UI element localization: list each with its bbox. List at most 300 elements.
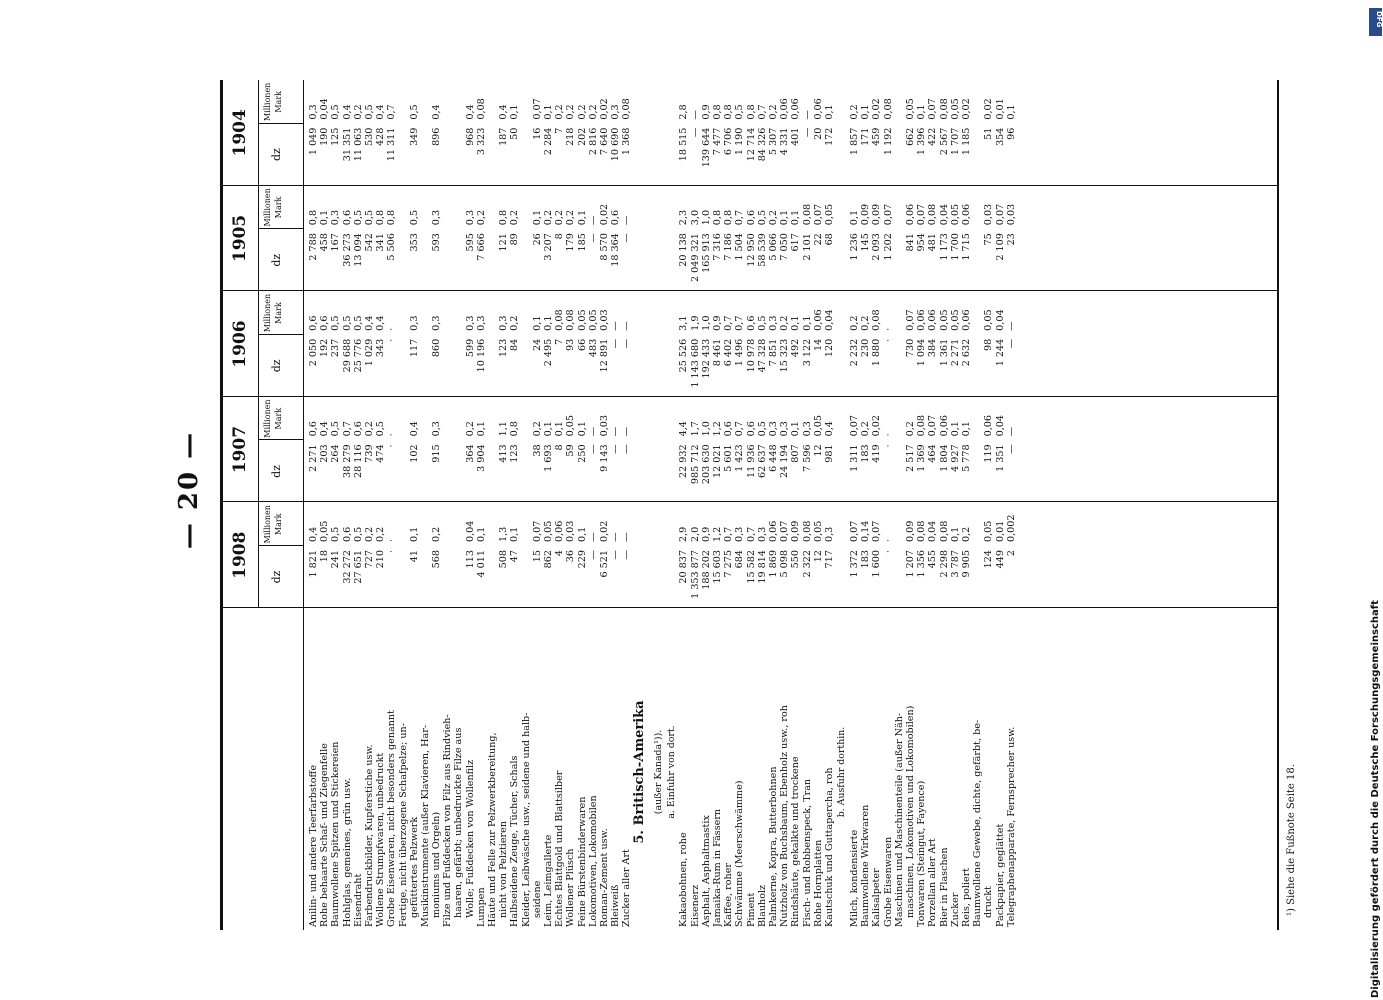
cell-mio: 1,1: [498, 421, 510, 437]
row-label: Milch, kondensierte: [849, 829, 861, 927]
mio-column: [308, 399, 1017, 437]
row-label: Rohe Hornplatten: [812, 839, 824, 927]
cell-mio: 0,3: [464, 209, 476, 226]
cell-dz: ·: [386, 338, 398, 342]
cell-dz: 2 271: [949, 338, 961, 367]
cell-dz: 1 368: [621, 127, 633, 156]
cell-mio: 0,07: [849, 415, 861, 437]
cell-mio: 0,1: [790, 209, 802, 226]
cell-mio: —: [621, 321, 633, 331]
cell-dz: 124: [983, 550, 995, 569]
dz-column: [308, 550, 1017, 606]
cell-mio: [420, 82, 431, 120]
cell-mio: 0,05: [983, 309, 995, 331]
cell-dz: 1 700: [949, 233, 961, 261]
cell-dz: 1 207: [905, 550, 916, 578]
cell-dz: 455: [927, 550, 939, 569]
cell-dz: [487, 128, 498, 184]
cell-mio: 0,07: [882, 203, 894, 226]
cell-dz: [894, 339, 905, 395]
cell-mio: 0,08: [882, 98, 894, 120]
row-label: Nutzholz von Buchsbaum, Ebenholz usw., roh: [779, 705, 791, 927]
cell-mio: 0,4: [375, 104, 387, 120]
cell-dz: 264: [330, 444, 342, 463]
cell-dz: 8 461: [712, 338, 723, 367]
cell-mio: 0,6: [723, 421, 735, 437]
dz-column: [308, 339, 1017, 395]
cell-mio: 0,04: [464, 520, 476, 542]
cell-dz: 6 706: [723, 127, 735, 156]
cell-dz: 10 978: [745, 338, 757, 373]
unit-mio-header: Millionen Mark: [263, 82, 283, 121]
cell-dz: 7 851: [767, 338, 779, 367]
row-label: Anilin- und andere Teerfarbstoffe: [308, 764, 319, 927]
cell-dz: 474: [375, 444, 387, 463]
cell-mio: 0,05: [938, 309, 950, 331]
cell-dz: —: [587, 233, 599, 243]
row-label: Lokomotiven, Lokomobilen: [587, 795, 599, 927]
cell-dz: 31 351: [341, 127, 353, 162]
table-top-rule: [220, 80, 223, 930]
cell-mio: 0,2: [565, 104, 577, 120]
row-label: Kakaobohnen, rohe: [678, 832, 690, 927]
cell-dz: 1 857: [849, 127, 861, 156]
dz-column: [308, 444, 1017, 500]
cell-dz: 179: [565, 233, 577, 252]
cell-dz: 89: [509, 233, 521, 246]
cell-mio: [398, 188, 409, 226]
cell-mio: 0,08: [871, 309, 883, 331]
cell-mio: 0,5: [408, 209, 420, 226]
cell-dz: [398, 550, 409, 606]
cell-mio: 0,06: [812, 98, 824, 120]
cell-dz: 26: [531, 233, 543, 246]
dz-column: [308, 128, 1017, 184]
cell-mio: [453, 399, 464, 437]
cell-dz: 599: [464, 338, 476, 358]
cell-mio: 0,2: [554, 209, 566, 226]
cell-dz: 123: [498, 338, 510, 358]
cell-dz: 7: [554, 127, 566, 134]
cell-dz: 172: [823, 127, 835, 146]
cell-mio: 0,1: [823, 104, 835, 120]
digitization-note: Digitalisierung gefördert durch die Deutsche Forschungsgemeinschaft: [1370, 600, 1381, 998]
cell-dz: 12 950: [745, 233, 757, 267]
cell-mio: 0,7: [734, 209, 746, 226]
cell-dz: 11 936: [745, 444, 757, 478]
cell-mio: 0,5: [363, 104, 375, 120]
cell-dz: 1 880: [871, 338, 883, 367]
row-label: nicht von Pelztieren: [498, 821, 510, 918]
year-header: 1907: [230, 425, 250, 474]
cell-mio: 0,3: [431, 209, 443, 226]
cell-mio: [972, 293, 983, 331]
cell-dz: 15 582: [745, 550, 757, 584]
cell-dz: 5 098: [779, 550, 791, 578]
row-label: Echtes Blattgold und Blattsilber: [554, 770, 566, 927]
cell-mio: 0,3: [734, 526, 746, 542]
cell-mio: 0,1: [576, 209, 588, 226]
cell-dz: 954: [916, 233, 928, 252]
cell-mio: [521, 504, 532, 542]
cell-dz: 25 526: [678, 338, 690, 373]
cell-dz: 459: [871, 127, 883, 146]
row-label: Baumwollene Wirkwaren: [860, 804, 872, 927]
cell-dz: 1 173: [938, 233, 950, 261]
cell-dz: 203: [319, 444, 331, 463]
cell-dz: 3 787: [949, 550, 961, 578]
cell-mio: [398, 293, 409, 331]
cell-dz: 230: [860, 338, 872, 358]
cell-dz: [521, 444, 532, 500]
cell-mio: 0,3: [431, 315, 443, 331]
cell-dz: 542: [363, 233, 375, 252]
cell-mio: 0,7: [723, 315, 735, 331]
cell-dz: 6 402: [723, 338, 735, 367]
row-label: Asphalt, Asphaltmastix: [700, 815, 712, 927]
cell-mio: 0,08: [927, 203, 939, 226]
cell-mio: 0,3: [756, 526, 768, 542]
cell-mio: 0,05: [949, 203, 961, 226]
cell-dz: [398, 233, 409, 289]
row-label: Bier in Flaschen: [938, 847, 950, 927]
cell-dz: 185: [576, 233, 588, 252]
cell-mio: 0,5: [363, 209, 375, 226]
cell-mio: 0,05: [949, 309, 961, 331]
table-header-rule: [303, 80, 304, 930]
cell-mio: 0,08: [565, 309, 577, 331]
cell-dz: 125: [330, 127, 342, 146]
cell-dz: 1 190: [734, 127, 746, 156]
cell-dz: 1 504: [734, 233, 746, 261]
cell-mio: 0,7: [341, 421, 353, 437]
row-label: Halbseidene Zeuge, Tücher, Schals: [509, 755, 521, 927]
cell-dz: 2 816: [587, 127, 599, 156]
cell-mio: 0,3: [308, 104, 319, 120]
cell-dz: [487, 339, 498, 395]
cell-dz: 10 196: [475, 338, 487, 373]
cell-dz: ·: [386, 550, 398, 554]
row-label: Leim, Leimgallerte: [542, 834, 554, 927]
cell-dz: [420, 128, 431, 184]
unit-mio-header: Millionen Mark: [263, 399, 283, 438]
row-label: Grobe Eisenwaren: [882, 836, 894, 927]
cell-mio: —: [610, 321, 622, 331]
cell-dz: [442, 339, 453, 395]
cell-dz: [487, 233, 498, 289]
section-title: 5. Britisch-Amerika: [632, 700, 648, 844]
cell-dz: 860: [431, 338, 443, 358]
cell-dz: 508: [498, 550, 510, 569]
row-label: Reis, poliert: [960, 867, 972, 927]
cell-mio: [487, 399, 498, 437]
cell-mio: [420, 293, 431, 331]
cell-mio: 0,1: [576, 526, 588, 542]
cell-dz: 807: [790, 444, 802, 463]
cell-dz: 19 814: [756, 550, 768, 584]
cell-mio: 0,02: [871, 98, 883, 120]
unit-dz-header: dz: [270, 464, 283, 478]
row-label: Hohlglas, gemeines, grün usw.: [341, 777, 353, 927]
cell-mio: 1,0: [700, 209, 712, 226]
cell-dz: 5 506: [386, 233, 398, 261]
cell-dz: —: [621, 444, 633, 454]
cell-dz: 165 913: [700, 233, 712, 273]
cell-mio: 0,3: [823, 526, 835, 542]
cell-mio: 0,06: [767, 520, 779, 542]
cell-dz: 51: [983, 127, 995, 140]
year-column-rule: [220, 501, 1277, 502]
unit-dz-header: dz: [270, 253, 283, 267]
cell-dz: 121: [498, 233, 510, 252]
cell-mio: 0,8: [509, 421, 521, 437]
cell-dz: 428: [375, 127, 387, 146]
row-label: Jamaika-Rum in Fässern: [712, 808, 723, 927]
cell-dz: 5 066: [767, 233, 779, 261]
cell-mio: 0,4: [823, 421, 835, 437]
cell-dz: 1 094: [916, 338, 928, 367]
row-label: Kalisalpeter: [871, 868, 883, 927]
cell-dz: 1 496: [734, 338, 746, 367]
cell-mio: 0,1: [949, 526, 961, 542]
cell-dz: [972, 233, 983, 289]
cell-dz: [442, 444, 453, 500]
cell-dz: 120: [823, 338, 835, 358]
cell-mio: [442, 399, 453, 437]
cell-dz: 2 567: [938, 127, 950, 156]
cell-mio: 0,2: [767, 104, 779, 120]
cell-dz: 8: [554, 444, 566, 451]
cell-dz: 981: [823, 444, 835, 463]
cell-mio: 0,03: [598, 415, 610, 437]
cell-mio: 2,3: [678, 209, 690, 226]
cell-dz: 102: [408, 444, 420, 463]
cell-dz: 7 050: [779, 233, 791, 261]
cell-mio: 0,07: [531, 520, 543, 542]
cell-mio: 0,05: [823, 203, 835, 226]
cell-mio: [972, 399, 983, 437]
row-label: haaren, gefärbt; unbedruckte Filze aus: [453, 727, 465, 918]
row-label: Schwämme (Meerschwämme): [734, 780, 746, 927]
cell-mio: 0,3: [431, 421, 443, 437]
cell-dz: —: [621, 233, 633, 243]
cell-dz: 229: [576, 550, 588, 569]
cell-dz: 12: [812, 444, 824, 457]
cell-mio: —: [610, 532, 622, 542]
cell-mio: 0,2: [849, 315, 861, 331]
cell-mio: 0,6: [319, 315, 331, 331]
cell-dz: ·: [882, 550, 894, 554]
unit-dz-header: dz: [270, 359, 283, 373]
import-subheading: a. Einfuhr von dort.: [666, 725, 678, 819]
year-header: 1906: [230, 320, 250, 368]
cell-dz: [453, 128, 464, 184]
cell-dz: 481: [927, 233, 939, 252]
cell-dz: 3 122: [801, 338, 813, 367]
cell-dz: [398, 444, 409, 500]
cell-dz: ·: [386, 444, 398, 448]
cell-mio: 0,06: [916, 309, 928, 331]
cell-mio: 0,09: [790, 520, 802, 542]
unit-dz-header: dz: [270, 570, 283, 584]
cell-dz: 171: [860, 127, 872, 146]
cell-mio: [521, 82, 532, 120]
cell-dz: 492: [790, 338, 802, 358]
cell-dz: 1 351: [994, 444, 1006, 472]
cell-dz: [972, 550, 983, 606]
cell-dz: 20: [812, 127, 824, 140]
cell-mio: [894, 504, 905, 542]
cell-mio: [521, 399, 532, 437]
cell-dz: 98: [983, 338, 995, 352]
cell-mio: 0,5: [756, 209, 768, 226]
row-label: Häute und Felle zur Pelzwerkbereitung,: [487, 732, 498, 927]
cell-dz: —: [587, 550, 599, 560]
cell-mio: 0,8: [712, 209, 723, 226]
year-header-rule: [258, 80, 259, 186]
cell-dz: 384: [927, 338, 939, 358]
cell-dz: 18 515: [678, 127, 690, 162]
cell-mio: 0,6: [352, 421, 364, 437]
cell-dz: 1 423: [734, 444, 746, 472]
cell-dz: 1 361: [938, 338, 950, 367]
row-label: maschinen, Lokomotiven und Lokomobilen): [905, 705, 916, 918]
cell-dz: —: [1005, 444, 1017, 454]
cell-dz: [521, 128, 532, 184]
cell-mio: 0,02: [598, 203, 610, 226]
cell-dz: 2 284: [542, 127, 554, 156]
cell-dz: 727: [363, 550, 375, 569]
cell-mio: 0,3: [475, 315, 487, 331]
cell-dz: 6 521: [598, 550, 610, 578]
cell-mio: 0,2: [860, 421, 872, 437]
cell-mio: 0,07: [916, 203, 928, 226]
cell-dz: 4: [554, 550, 566, 557]
cell-dz: 24: [531, 338, 543, 352]
cell-dz: [442, 233, 453, 289]
cell-dz: [442, 128, 453, 184]
cell-mio: 0,4: [408, 421, 420, 437]
year-header-rule: [258, 397, 259, 503]
cell-mio: 0,1: [319, 209, 331, 226]
row-label: Rindshäute, gekalkte und trockene: [790, 756, 802, 927]
cell-mio: 0,1: [860, 104, 872, 120]
cell-dz: 22: [812, 233, 824, 246]
row-label: Feine Bürstenbinderwaren: [576, 796, 588, 927]
cell-dz: 28 116: [352, 444, 364, 478]
row-label: druckt: [983, 886, 995, 918]
cell-dz: 2 109: [994, 233, 1006, 261]
cell-dz: 210: [375, 550, 387, 569]
cell-mio: —: [587, 426, 599, 437]
cell-dz: [521, 233, 532, 289]
cell-mio: 0,3: [408, 315, 420, 331]
row-label: Bleiweiß: [610, 884, 622, 927]
cell-dz: —: [610, 338, 622, 349]
cell-mio: 0,08: [475, 98, 487, 120]
cell-dz: [420, 444, 431, 500]
cell-dz: [420, 550, 431, 606]
cell-mio: 0,08: [554, 309, 566, 331]
cell-mio: 0,3: [610, 104, 622, 120]
cell-mio: 0,07: [849, 520, 861, 542]
cell-mio: 0,4: [341, 104, 353, 120]
row-label: Kaffee, roher: [723, 863, 735, 927]
cell-mio: 0,2: [565, 209, 577, 226]
cell-mio: 0,8: [723, 209, 735, 226]
cell-mio: [398, 399, 409, 437]
year-header-rule: [258, 502, 259, 608]
cell-mio: 0,2: [375, 526, 387, 542]
cell-dz: 6 448: [767, 444, 779, 472]
year-header-rule: [258, 291, 259, 397]
cell-mio: 0,2: [509, 209, 521, 226]
cell-mio: 0,2: [475, 209, 487, 226]
cell-dz: [972, 339, 983, 395]
cell-dz: 1 707: [949, 127, 961, 156]
cell-mio: 0,2: [363, 421, 375, 437]
cell-mio: 3,1: [678, 315, 690, 331]
cell-dz: [894, 128, 905, 184]
cell-dz: 458: [319, 233, 331, 252]
cell-dz: 12 714: [745, 127, 757, 162]
cell-dz: 18 364: [610, 233, 622, 267]
cell-mio: 0,04: [994, 309, 1006, 331]
cell-mio: 0,2: [767, 209, 779, 226]
cell-dz: 1 369: [916, 444, 928, 472]
cell-mio: [894, 399, 905, 437]
cell-mio: 0,5: [330, 315, 342, 331]
cell-dz: 1 600: [871, 550, 883, 578]
cell-mio: [420, 188, 431, 226]
row-label: Tonwaren (Steingut, Fayence): [916, 780, 928, 927]
footnote: ¹) Siehe die Fußnote Seite 18.: [1286, 764, 1297, 916]
row-label: Palmkerne, Kopra, Butterbohnen: [767, 766, 779, 927]
cell-dz: 12: [812, 550, 824, 563]
cell-mio: 0,5: [352, 209, 364, 226]
cell-dz: 20 138: [678, 233, 690, 267]
row-label: gefüttertes Pelzwerk: [408, 816, 420, 918]
cell-mio: 0,2: [860, 315, 872, 331]
cell-dz: [420, 339, 431, 395]
cell-dz: 2 298: [938, 550, 950, 578]
cell-mio: 0,05: [587, 309, 599, 331]
cell-mio: 0,5: [375, 421, 387, 437]
cell-dz: 187: [498, 127, 510, 146]
cell-mio: 0,04: [994, 415, 1006, 437]
dz-column: [308, 233, 1017, 289]
cell-mio: 0,2: [531, 421, 543, 437]
cell-dz: 3 323: [475, 127, 487, 156]
cell-mio: —: [689, 110, 701, 120]
cell-dz: 449: [994, 550, 1006, 569]
cell-mio: 0,14: [860, 520, 872, 542]
cell-mio: 0,02: [960, 98, 972, 120]
row-label: Kautschuk und Guttapercha, roh: [823, 767, 835, 927]
cell-dz: 1 804: [938, 444, 950, 472]
mio-column: [308, 293, 1017, 331]
cell-mio: 0,06: [927, 309, 939, 331]
cell-dz: 354: [994, 127, 1006, 146]
cell-mio: 0,1: [576, 421, 588, 437]
cell-dz: 9 905: [960, 550, 972, 578]
cell-mio: 0,03: [1005, 203, 1017, 226]
cell-dz: 183: [860, 444, 872, 463]
cell-mio: 0,5: [341, 315, 353, 331]
cell-mio: 0,3: [801, 421, 813, 437]
cell-dz: 15 603: [712, 550, 723, 584]
cell-mio: 0,8: [712, 104, 723, 120]
